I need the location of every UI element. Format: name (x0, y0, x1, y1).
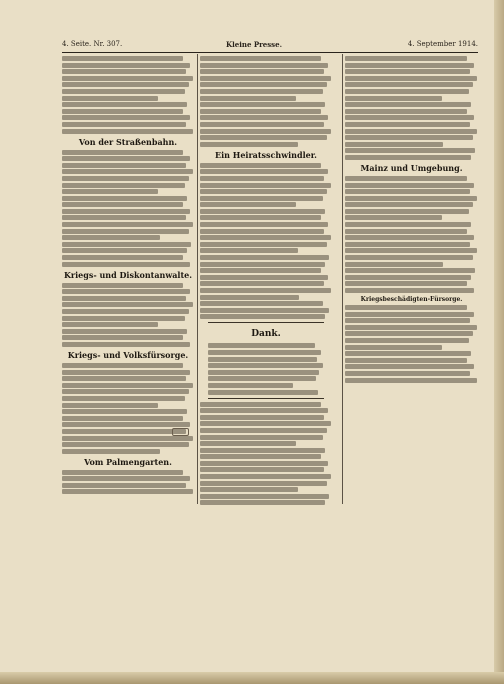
text-line (200, 500, 325, 505)
text-line (62, 209, 190, 214)
text-line (62, 248, 187, 253)
text-line (345, 378, 477, 383)
text-line (345, 89, 469, 94)
text-line (345, 209, 469, 214)
text-line (208, 350, 321, 355)
text-line (62, 229, 189, 234)
text-line (200, 441, 296, 446)
text-line (345, 371, 470, 376)
text-line (345, 109, 467, 114)
text-line (345, 351, 471, 356)
text-line (208, 363, 323, 368)
text-line (62, 163, 186, 168)
text-line (200, 215, 321, 220)
article-subheading: Kriegsbeschädigten-Fürsorge. (360, 296, 463, 303)
text-line (200, 408, 328, 413)
text-line (200, 176, 324, 181)
text-line (200, 454, 321, 459)
text-line (62, 416, 183, 421)
text-line (62, 363, 183, 368)
text-line (345, 129, 477, 134)
text-line (200, 135, 327, 140)
text-line (345, 358, 467, 363)
text-line (200, 222, 328, 227)
newspaper-title: Kleine Presse. (226, 40, 283, 49)
text-line (62, 470, 183, 475)
text-line (345, 325, 477, 330)
text-line (200, 189, 327, 194)
text-line (345, 275, 471, 280)
text-line (62, 242, 191, 247)
text-line (200, 487, 298, 492)
text-line (345, 82, 473, 87)
column-2 (200, 56, 332, 506)
text-line (200, 255, 329, 260)
text-line (62, 189, 158, 194)
text-line (62, 202, 183, 207)
text-line (345, 305, 467, 310)
text-line (200, 115, 328, 120)
article-heading: Vom Palmengarten. (84, 456, 172, 467)
text-line (200, 288, 331, 293)
text-line (200, 163, 321, 168)
text-line (62, 396, 185, 401)
text-line (62, 156, 190, 161)
text-line (345, 262, 443, 267)
article-heading: Mainz und Umgebung. (360, 162, 463, 173)
text-line (200, 435, 323, 440)
text-line (200, 89, 323, 94)
text-line (200, 82, 327, 87)
text-line (62, 176, 189, 181)
text-line (208, 390, 318, 395)
text-line (200, 275, 328, 280)
text-line (200, 448, 325, 453)
text-line (62, 222, 193, 227)
text-line (62, 383, 193, 388)
article-text (345, 305, 478, 383)
text-line (62, 489, 193, 494)
text-line (200, 308, 329, 313)
text-line (62, 255, 183, 260)
text-line (62, 309, 189, 314)
text-line (200, 301, 323, 306)
page-edge (494, 0, 504, 684)
article-text (62, 56, 194, 134)
article-text (62, 363, 194, 454)
text-line (345, 56, 467, 61)
text-line (200, 281, 324, 286)
section-divider (208, 322, 324, 323)
text-line (345, 135, 473, 140)
text-line (200, 63, 328, 68)
text-line (200, 76, 331, 81)
text-line (345, 76, 477, 81)
text-line (62, 215, 186, 220)
text-line (62, 409, 187, 414)
text-line (62, 183, 185, 188)
article-heading: Kriegs- und Volksfürsorge. (67, 349, 189, 360)
text-line (345, 69, 470, 74)
text-line (345, 63, 474, 68)
text-line (200, 248, 298, 253)
print-mark (172, 428, 189, 436)
text-line (62, 329, 187, 334)
text-line (345, 155, 471, 160)
text-line (200, 183, 331, 188)
text-line (208, 357, 317, 362)
text-line (208, 383, 293, 388)
poem-title: Dank. (251, 329, 281, 340)
text-line (62, 302, 193, 307)
article-text (62, 150, 194, 267)
text-line (345, 183, 474, 188)
article-heading: Kriegs- und Diskontanwalte. (63, 269, 193, 280)
text-line (62, 56, 183, 61)
article-text (200, 163, 332, 320)
text-line (62, 422, 190, 427)
text-line (200, 268, 321, 273)
text-line (62, 63, 190, 68)
text-line (345, 122, 470, 127)
text-line (62, 449, 160, 454)
text-line (345, 229, 467, 234)
text-line (208, 370, 319, 375)
text-line (62, 235, 160, 240)
text-line (200, 461, 328, 466)
text-line (62, 370, 190, 375)
text-line (208, 343, 315, 348)
text-line (200, 169, 328, 174)
text-line (200, 421, 331, 426)
text-line (62, 342, 190, 347)
text-line (62, 96, 158, 101)
text-line (200, 402, 321, 407)
text-line (62, 322, 158, 327)
header-rule (62, 52, 478, 53)
text-line (62, 403, 158, 408)
text-line (345, 312, 474, 317)
text-line (200, 196, 323, 201)
article-text (345, 56, 478, 160)
text-line (62, 129, 193, 134)
article-text (200, 402, 332, 506)
text-line (200, 109, 321, 114)
text-line (345, 288, 474, 293)
article-heading: Von der Straßenbahn. (78, 136, 178, 147)
article-text (62, 470, 194, 496)
article-text (62, 283, 194, 347)
text-line (62, 429, 186, 434)
poem-text (200, 343, 332, 394)
text-line (200, 96, 296, 101)
text-line (62, 335, 183, 340)
article-heading: Ein Heiratsschwindler. (215, 149, 317, 160)
text-line (208, 376, 316, 381)
text-line (200, 209, 325, 214)
text-line (200, 229, 324, 234)
text-line (345, 331, 473, 336)
text-line (200, 235, 331, 240)
text-line (62, 296, 186, 301)
column-rule (197, 54, 198, 504)
text-line (200, 122, 324, 127)
section-divider (208, 398, 324, 399)
text-line (62, 283, 183, 288)
text-line (200, 467, 324, 472)
text-line (345, 268, 475, 273)
text-line (200, 295, 299, 300)
text-line (62, 316, 185, 321)
text-line (345, 222, 471, 227)
text-line (62, 436, 193, 441)
text-line (62, 376, 186, 381)
page-bottom-edge (0, 672, 504, 684)
text-line (200, 142, 298, 147)
text-line (345, 364, 474, 369)
text-line (345, 345, 442, 350)
text-line (200, 202, 296, 207)
page-header (62, 40, 478, 50)
text-line (200, 69, 324, 74)
text-line (62, 89, 185, 94)
text-line (200, 494, 329, 499)
text-line (200, 481, 327, 486)
text-line (200, 129, 331, 134)
text-line (62, 169, 193, 174)
text-line (200, 102, 325, 107)
issue-date: 4. September 1914. (407, 40, 478, 48)
text-line (345, 248, 477, 253)
text-line (62, 483, 186, 488)
text-line (345, 242, 470, 247)
text-line (200, 56, 321, 61)
text-line (62, 76, 193, 81)
text-line (345, 318, 470, 323)
text-line (345, 202, 473, 207)
text-line (345, 176, 467, 181)
text-line (200, 474, 331, 479)
column-rule (342, 54, 343, 504)
text-line (62, 69, 186, 74)
text-line (345, 96, 442, 101)
text-line (62, 442, 189, 447)
article-text (345, 176, 478, 293)
text-line (345, 338, 469, 343)
text-line (200, 415, 324, 420)
text-line (200, 428, 327, 433)
text-line (62, 115, 190, 120)
text-line (200, 314, 325, 319)
text-line (345, 189, 470, 194)
text-line (345, 102, 471, 107)
text-line (62, 109, 183, 114)
text-line (200, 262, 325, 267)
text-line (345, 142, 443, 147)
text-line (200, 242, 327, 247)
text-line (345, 215, 442, 220)
text-line (345, 115, 474, 120)
text-line (62, 196, 187, 201)
page-number: 4. Seite. Nr. 307. (62, 40, 123, 48)
column-3 (345, 56, 478, 486)
text-line (62, 289, 190, 294)
text-line (62, 122, 186, 127)
text-line (62, 102, 187, 107)
text-line (345, 148, 475, 153)
text-line (345, 235, 474, 240)
text-line (345, 281, 467, 286)
text-line (345, 255, 473, 260)
text-line (62, 82, 189, 87)
text-line (62, 476, 190, 481)
text-line (62, 389, 189, 394)
article-text (200, 56, 332, 147)
text-line (62, 150, 183, 155)
text-line (345, 196, 477, 201)
text-line (62, 262, 190, 267)
